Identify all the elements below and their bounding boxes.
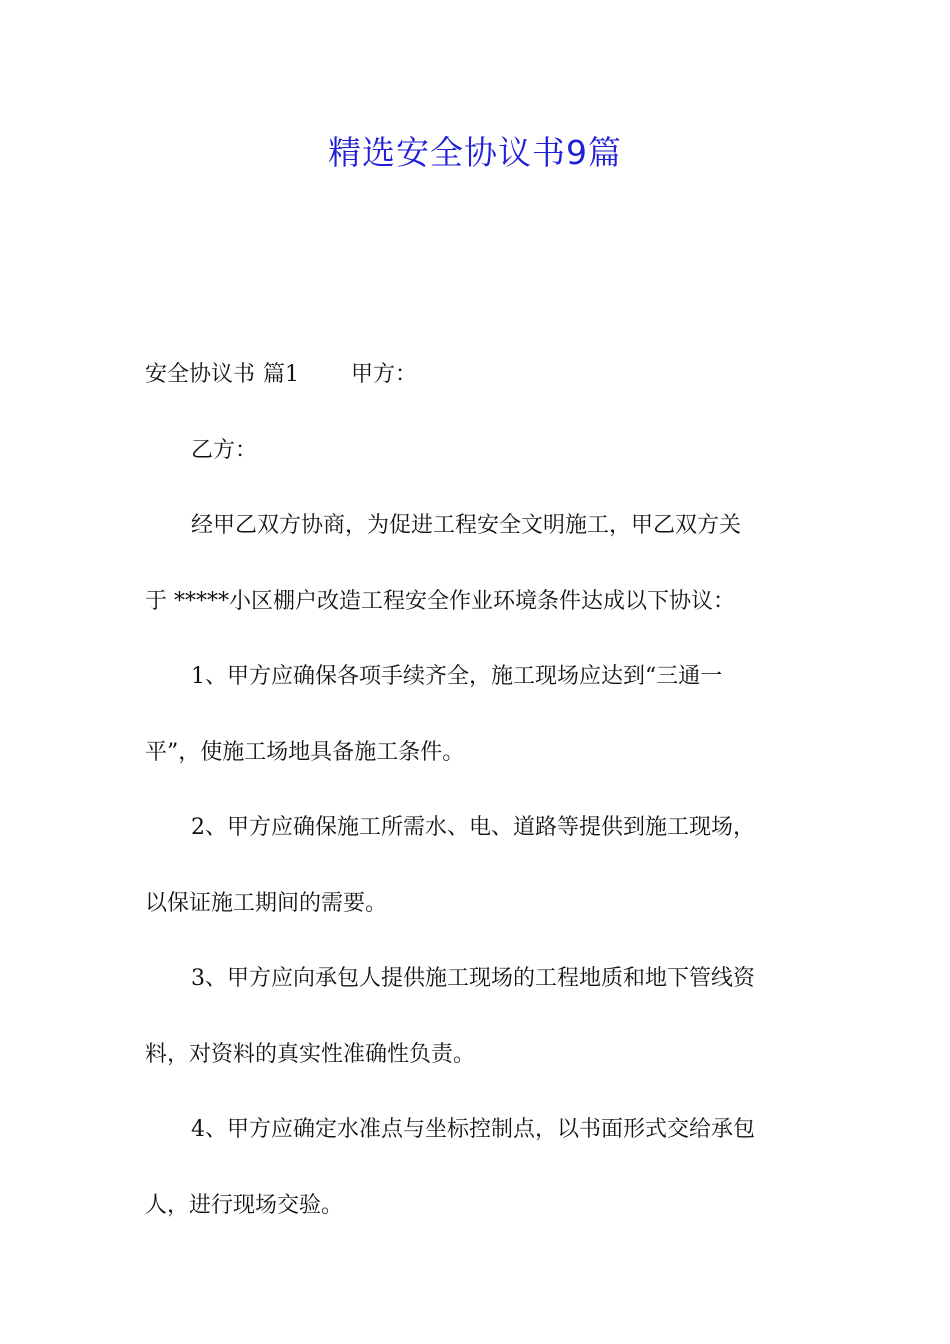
- section-part: 篇1: [263, 362, 300, 387]
- text-line: 4、甲方应确定水准点与坐标控制点，以书面形式交给承包: [191, 1117, 755, 1142]
- text-line: 3、甲方应向承包人提供施工现场的工程地质和地下管线资: [191, 966, 755, 991]
- text-line: 2、甲方应确保施工所需水、电、道路等提供到施工现场，: [191, 815, 755, 840]
- section-heading-line: [145, 337, 810, 413]
- text-line: 人，进行现场交验。: [145, 1192, 344, 1218]
- text-line: 于 *****小区棚户改造工程安全作业环境条件达成以下协议：: [145, 588, 735, 614]
- text-line: 平”，使施工场地具备施工条件。: [145, 739, 465, 765]
- document-title: 精选安全协议书9篇: [328, 133, 622, 172]
- text-line: 乙方：: [191, 437, 258, 463]
- text-line: 料，对资料的真实性准确性负责。: [145, 1041, 476, 1067]
- text-line: 以保证施工期间的需要。: [145, 890, 388, 916]
- party-a-label: 甲方：: [351, 362, 418, 387]
- paragraph-lines: [145, 413, 810, 1244]
- document-body: [145, 337, 810, 1243]
- text-line: 经甲乙双方协商，为促进工程安全文明施工，甲乙双方关: [191, 513, 742, 538]
- text-line: 1、甲方应确保各项手续齐全，施工现场应达到“三通一: [191, 664, 723, 689]
- section-name: 安全协议书: [145, 362, 256, 387]
